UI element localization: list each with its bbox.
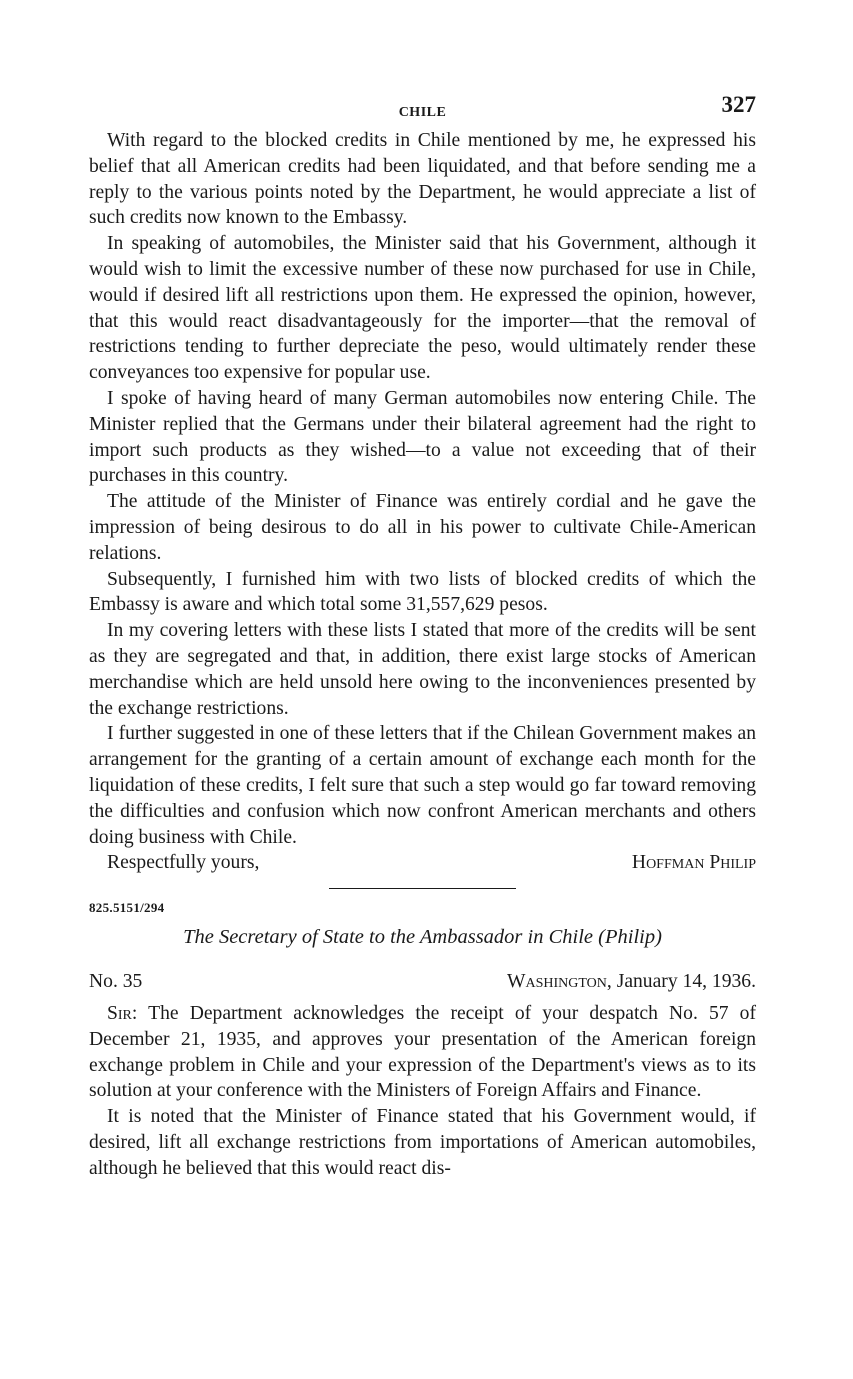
paragraph-credit-lists: Subsequently, I furnished him with two lists of blocked credits of which the Embassy is aware and which total some 31,557,629 pesos. [89, 568, 756, 616]
running-title: CHILE [398, 105, 447, 120]
despatch-number: No. 35 [89, 971, 143, 993]
paragraph-covering-letters: In my covering letters with these lists I stated that more of the credits will be sent as they are segregated and that, in addition, there exist large stocks of American merchandise which are held unsold here owing to the inconveniences presented by the exchange restrictions. [89, 620, 756, 719]
document-heading: The Secretary of State to the Ambassador in Chile (Philip) [183, 926, 662, 949]
section-divider [329, 888, 516, 889]
page-number: 327 [721, 92, 756, 117]
paragraph-automobiles: In speaking of automobiles, the Minister said that his Government, although it would wish to limit the excessive number of these now purchased for use in Chile, would if desired lift all restrictions upon them. He expressed the opinion, however, that this would react disadvantageously for the importer—that the removal of restrictions tending to further depreciate the peso, would ultimately render these conveyances too expensive for popular use. [89, 233, 756, 384]
running-head [89, 88, 756, 128]
dateline [89, 969, 756, 995]
date: , January 14, 1936. [606, 971, 756, 993]
signature-line [89, 850, 756, 876]
place-date [507, 969, 756, 995]
place: Washington [506, 971, 607, 993]
document-page [89, 88, 756, 1181]
closing-salutation: Respectfully yours, [107, 852, 260, 874]
paragraph-minister-attitude: The attitude of the Minister of Finance was entirely cordial and he gave the impression of being desirous to do all in his power to cultivate Chile-American relations. [89, 491, 756, 564]
file-number: 825.5151/294 [89, 900, 165, 916]
acknowledgement-text: : The Department acknowledges the receipt of your despatch No. 57 of December 21, 1935, and approves your presentation of the American foreign exchange problem in Chile and your expression of the Department's views as to its solution at your conference with the Ministers of Foreign Affairs and Finance. [89, 1002, 756, 1102]
salutation-sir: Sir [107, 1002, 132, 1024]
paragraph-german-automobiles: I spoke of having heard of many German automobiles now entering Chile. The Minister replied that the Germans under their bilateral agreement had the right to import such products as they wished—to a value not exceeding that of their purchases in this country. [89, 387, 756, 487]
paragraph-acknowledgement [89, 1001, 756, 1104]
paragraph-blocked-credits: With regard to the blocked credits in Chile mentioned by me, he expressed his belief that all American credits had been liquidated, and that before sending me a reply to the various points noted by the Department, he would appreciate a list of such credits now known to the Embassy. [89, 130, 756, 229]
paragraph-finance-minister-note: It is noted that the Minister of Finance stated that his Government would, if desired, lift all exchange restrictions from importations of American automobiles, although he believed that this would react dis- [89, 1106, 756, 1179]
signer-name: Hoffman Philip [631, 852, 756, 874]
paragraph-suggestion: I further suggested in one of these letters that if the Chilean Government makes an arrangement for the granting of a certain amount of exchange each month for the liquidation of these credits, I felt sure that such a step would go far toward removing the difficulties and confusion which now confront American merchants and others doing business with Chile. [89, 723, 756, 848]
